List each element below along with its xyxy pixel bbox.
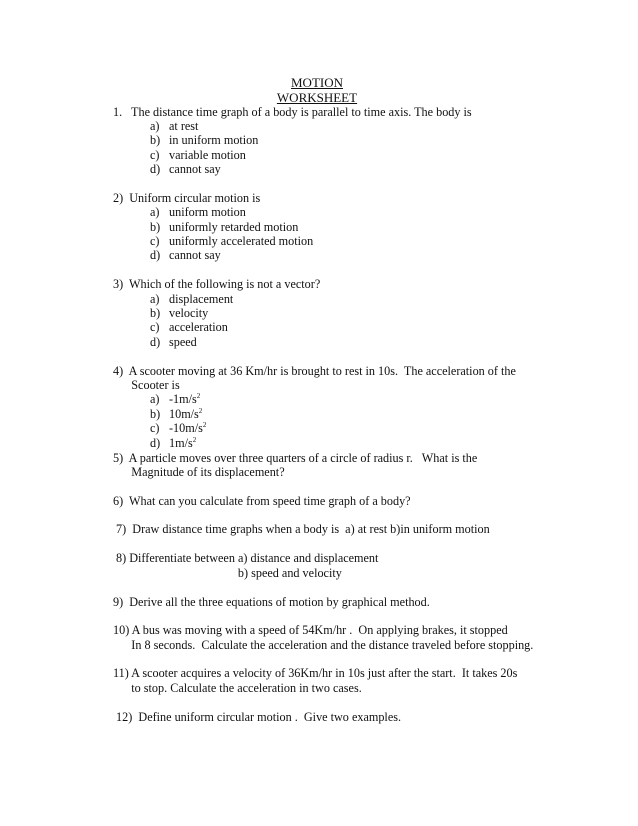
option-text: acceleration — [169, 320, 228, 334]
question-4-line-2: Scooter is — [113, 378, 180, 392]
option-letter: a) — [150, 392, 160, 406]
question-7-line-1: 7) Draw distance time graphs when a body is a) at rest b)in uniform motion — [113, 522, 490, 536]
question-3-option-c — [150, 320, 228, 335]
option-letter: c) — [150, 148, 160, 162]
question-2-option-c — [150, 234, 313, 249]
question-5-line-2: Magnitude of its displacement? — [113, 465, 285, 479]
option-letter: c) — [150, 234, 160, 248]
option-text: at rest — [169, 119, 199, 133]
option-letter: d) — [150, 335, 161, 349]
option-letter: b) — [150, 133, 161, 147]
option-text: -10m/s — [169, 421, 203, 435]
question-1-option-b — [150, 133, 258, 148]
question-3-option-a — [150, 292, 233, 307]
option-letter: b) — [150, 407, 161, 421]
question-11-line-1: 11) A scooter acquires a velocity of 36Km/hr in 10s just after the start. It takes 20s — [113, 666, 518, 680]
option-text: speed — [169, 335, 197, 349]
question-2-option-d — [150, 248, 221, 263]
option-letter: a) — [150, 292, 160, 306]
question-4-option-b — [150, 407, 202, 422]
option-letter: c) — [150, 320, 160, 334]
question-4-option-a — [150, 392, 200, 407]
option-letter: d) — [150, 436, 161, 450]
question-11-line-2: to stop. Calculate the acceleration in two cases. — [113, 681, 362, 695]
question-9-line-1: 9) Derive all the three equations of motion by graphical method. — [113, 595, 430, 609]
option-text: cannot say — [169, 162, 221, 176]
question-1-option-a — [150, 119, 198, 134]
option-letter: d) — [150, 162, 161, 176]
option-text: uniform motion — [169, 205, 246, 219]
option-text: displacement — [169, 292, 234, 306]
option-text: variable motion — [169, 148, 246, 162]
option-exponent: 2 — [196, 392, 201, 400]
option-letter: d) — [150, 248, 161, 262]
option-letter: c) — [150, 421, 160, 435]
question-8-line-2: b) speed and velocity — [113, 566, 342, 580]
question-5-line-1: 5) A particle moves over three quarters of a circle of radius r. What is the — [113, 451, 478, 465]
option-text: velocity — [169, 306, 209, 320]
question-3-option-d — [150, 335, 197, 350]
question-3-line-1: 3) Which of the following is not a vector? — [113, 277, 321, 291]
option-letter: b) — [150, 220, 161, 234]
question-4-option-d — [150, 436, 196, 451]
question-2-line-1: 2) Uniform circular motion is — [113, 191, 261, 205]
option-letter: a) — [150, 205, 160, 219]
question-8-line-1: 8) Differentiate between a) distance and displacement — [113, 551, 379, 565]
question-12-line-1: 12) Define uniform circular motion . Give two examples. — [113, 710, 402, 724]
option-letter: a) — [150, 119, 160, 133]
option-text: uniformly retarded motion — [169, 220, 299, 234]
question-6-line-1: 6) What can you calculate from speed time graph of a body? — [113, 494, 411, 508]
option-exponent: 2 — [192, 436, 197, 444]
option-text: 1m/s — [169, 436, 193, 450]
question-4-line-1: 4) A scooter moving at 36 Km/hr is brought to rest in 10s. The acceleration of the — [113, 364, 516, 378]
option-text: -1m/s — [169, 392, 197, 406]
question-2-option-a — [150, 205, 246, 220]
option-text: 10m/s — [169, 407, 199, 421]
question-1-option-d — [150, 162, 221, 177]
option-letter: b) — [150, 306, 161, 320]
option-exponent: 2 — [202, 421, 207, 429]
question-3-option-b — [150, 306, 208, 321]
option-text: uniformly accelerated motion — [169, 234, 314, 248]
question-4-option-c — [150, 421, 206, 436]
question-10-line-1: 10) A bus was moving with a speed of 54Km/hr . On applying brakes, it stopped — [113, 623, 508, 637]
question-1-line-1: 1. The distance time graph of a body is parallel to time axis. The body is — [113, 105, 472, 119]
option-text: cannot say — [169, 248, 221, 262]
option-exponent: 2 — [198, 407, 203, 415]
option-text: in uniform motion — [169, 133, 259, 147]
worksheet-title: MOTION — [291, 75, 343, 90]
question-10-line-2: In 8 seconds. Calculate the acceleration and the distance traveled before stopping. — [113, 638, 534, 652]
worksheet-subtitle: WORKSHEET — [276, 90, 358, 105]
question-2-option-b — [150, 220, 298, 235]
question-1-option-c — [150, 148, 246, 163]
